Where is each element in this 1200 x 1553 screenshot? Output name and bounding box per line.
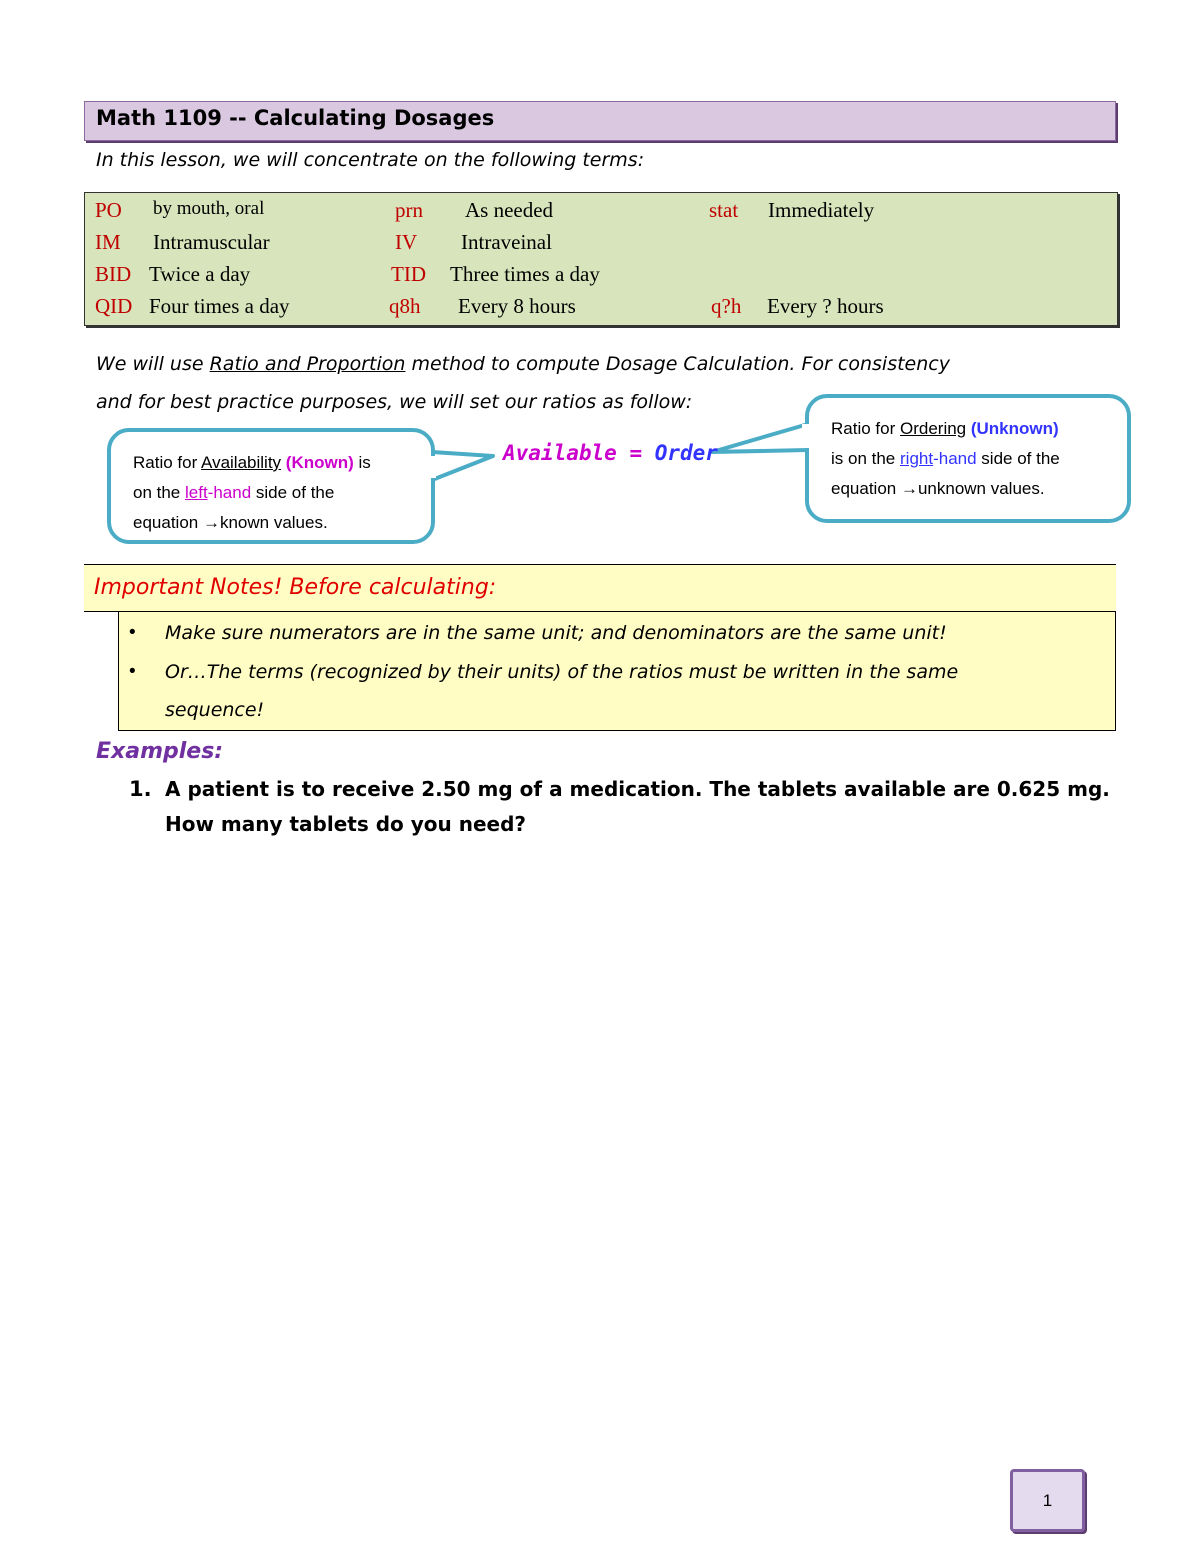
bullet-icon: • [129,661,136,682]
term-meaning: by mouth, oral [153,198,265,219]
term-meaning: As needed [465,198,554,222]
term-meaning: Four times a day [149,294,290,318]
equation-available: Available [503,441,617,465]
term-meaning: Twice a day [149,262,251,286]
notes-title: Important Notes! Before calculating: [94,575,497,600]
callout-availability: Ratio for Availability (Known) is on the left-hand side of the equation →known values. [107,428,435,544]
term-meaning: Intraveinal [461,230,552,254]
term-abbr: QID [95,294,133,318]
term-abbr: stat [709,198,739,222]
note-item: sequence! [165,699,265,721]
method-name: Ratio and Proportion [209,353,406,375]
term-abbr: IM [95,230,121,254]
term-abbr: prn [395,198,423,222]
ratio-equation: Available = Order [503,441,718,465]
term-abbr: IV [395,230,418,254]
term-meaning: Every 8 hours [458,294,576,318]
arrow-icon: → [202,513,220,532]
term-abbr: TID [391,262,426,286]
term-meaning: Immediately [768,198,875,222]
term-abbr: q8h [389,294,421,318]
examples-label: Examples: [96,739,224,764]
term-meaning: Every ? hours [767,294,884,318]
arrow-icon: → [900,479,918,498]
intro-text: In this lesson, we will concentrate on the following terms: [96,149,645,171]
note-item: Or…The terms (recognized by their units) of the ratios must be written in the same [165,661,959,683]
seam-cover [802,424,811,448]
method-line-1: We will use Ratio and Proportion method to compute Dosage Calculation. For consistency [96,353,950,375]
notes-body [118,611,1116,731]
page-number: 1 [1010,1469,1085,1532]
example-number: 1. [129,777,152,801]
unknown-label: (Unknown) [966,419,1059,438]
method-line-2: and for best practice purposes, we will set our ratios as follow: [96,391,693,413]
example-question-line-1: A patient is to receive 2.50 mg of a medication. The tablets available are 0.625 mg. [165,777,1110,801]
page-title: Math 1109 -- Calculating Dosages [96,106,495,130]
term-abbr: q?h [711,294,742,318]
bullet-icon: • [129,622,136,643]
seam-cover [428,456,436,478]
note-item: Make sure numerators are in the same unit; and denominators are the same unit! [165,622,947,644]
equation-order: Order [654,441,718,465]
term-meaning: Three times a day [450,262,600,286]
known-label: (Known) [281,453,354,472]
term-meaning: Intramuscular [153,230,270,254]
example-question-line-2: How many tablets do you need? [165,812,526,836]
callout-ordering: Ratio for Ordering (Unknown) is on the right-hand side of the equation →unknown values. [805,394,1131,523]
left-callout-tail [432,452,493,480]
term-abbr: PO [95,198,122,222]
term-abbr: BID [95,262,132,286]
